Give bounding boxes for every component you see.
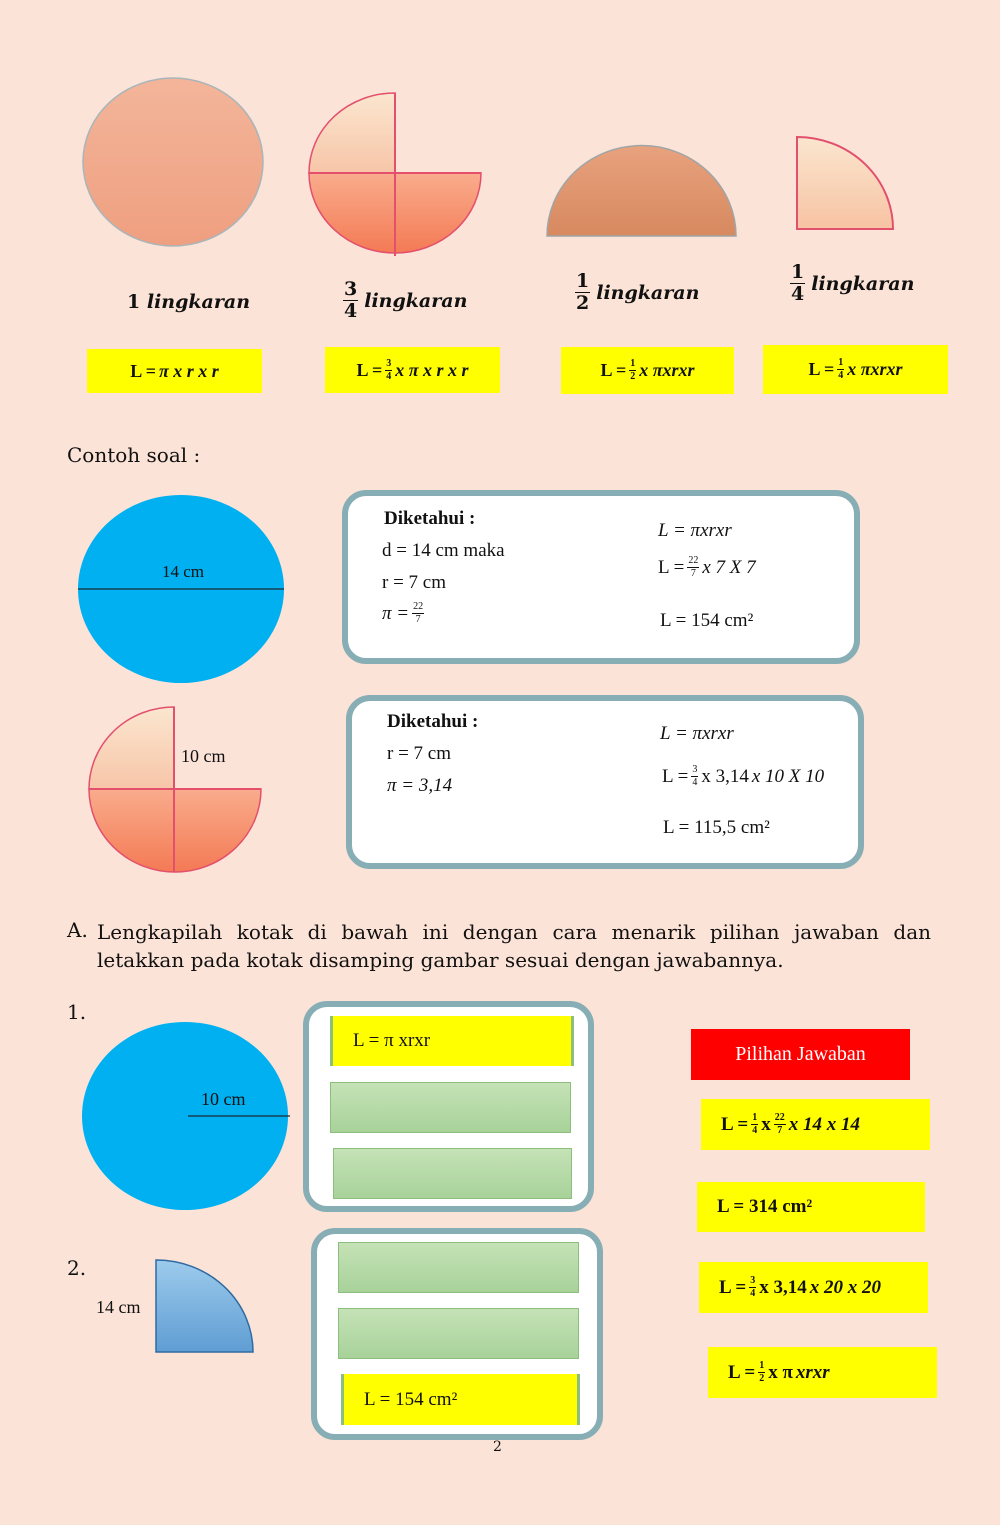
page-number: 2	[493, 1439, 502, 1455]
ex2-line-r: r = 7 cm	[387, 743, 452, 764]
example1-box	[342, 490, 860, 664]
ex1-formula-2: L = $\frac{22}{7}$ x 7 X 7	[658, 555, 756, 579]
q1-number: 1.	[67, 1000, 87, 1024]
choice-1[interactable]: L = $\frac{1}{4}$ x $\frac{22}{7}$ x 14 x 14	[701, 1099, 930, 1150]
q2-radius-label: 14 cm	[96, 1297, 141, 1317]
formula-half: L = $\frac{1}{2}$ x πxrxr	[561, 347, 734, 394]
formula-quarter: L = $\frac{1}{4}$ x πxrxr	[763, 345, 948, 394]
ex2-formula-3: L = 115,5 cm²	[663, 817, 770, 838]
choices-title: Pilihan Jawaban	[691, 1029, 910, 1080]
example2-box	[346, 695, 864, 869]
label-quarter: $\frac{1}{4}$ lingkaran	[791, 261, 915, 305]
q1-slot-2[interactable]	[330, 1082, 571, 1133]
ex1-line-pi: π = $\frac{22}{7}$	[382, 601, 424, 625]
full-circle-shape	[80, 76, 266, 250]
q2-slot-1[interactable]	[338, 1242, 579, 1293]
ex1-formula-3: L = 154 cm²	[660, 610, 754, 631]
ex1-known-title: Diketahui :	[384, 508, 476, 529]
example1-circle	[76, 492, 286, 686]
q1-slot-3[interactable]	[333, 1148, 572, 1199]
q2-slot-3-filled[interactable]: L = 154 cm²	[341, 1374, 580, 1425]
choice-2[interactable]: L = 314 cm²	[697, 1182, 925, 1232]
q1-slot-1-filled[interactable]: L = π xrxr	[330, 1016, 574, 1066]
example2-radius-label: 10 cm	[181, 746, 226, 766]
choice-3[interactable]: L = $\frac{3}{4}$ x 3,14 x 20 x 20	[699, 1262, 928, 1313]
exercise-marker: A.	[67, 918, 88, 942]
example-heading: Contoh soal :	[67, 443, 201, 467]
half-circle-shape	[544, 142, 740, 242]
three-quarter-circle-shape	[305, 90, 490, 262]
ex2-formula-2: L = $\frac{3}{4}$ x 3,14 x 10 X 10	[662, 764, 825, 788]
ex2-formula-1: L = πxrxr	[660, 723, 734, 744]
label-full-circle: 1 lingkaran	[127, 291, 251, 313]
ex1-line-r: r = 7 cm	[382, 572, 447, 593]
label-three-quarter: $\frac{3}{4}$ lingkaran	[344, 278, 468, 322]
q1-circle	[80, 1019, 292, 1215]
example2-three-quarter-circle	[86, 704, 266, 876]
q2-number: 2.	[67, 1256, 87, 1280]
q2-quarter-circle	[153, 1257, 257, 1355]
choice-4[interactable]: L = $\frac{1}{2}$ x π xrxr	[708, 1347, 937, 1398]
ex2-line-pi: π = 3,14	[387, 775, 453, 796]
label-half: $\frac{1}{2}$ lingkaran	[576, 270, 700, 314]
exercise-instruction: Lengkapilah kotak di bawah ini dengan cara menarik pilihan jawaban dan letakkan pada kotak disamping gambar sesuai dengan jawabannya.	[97, 920, 931, 972]
ex1-formula-1: L = πxrxr	[658, 520, 732, 541]
q2-slot-2[interactable]	[338, 1308, 579, 1359]
example1-diameter-label: 14 cm	[162, 562, 205, 581]
quarter-circle-shape	[793, 133, 898, 233]
ex1-line-d: d = 14 cm maka	[382, 540, 505, 561]
formula-three-quarter: L = $\frac{3}{4}$ x π x r x r	[325, 347, 500, 393]
q1-radius-label: 10 cm	[201, 1089, 246, 1109]
ex2-known-title: Diketahui :	[387, 711, 479, 732]
formula-full: L = π x r x r	[87, 349, 262, 393]
